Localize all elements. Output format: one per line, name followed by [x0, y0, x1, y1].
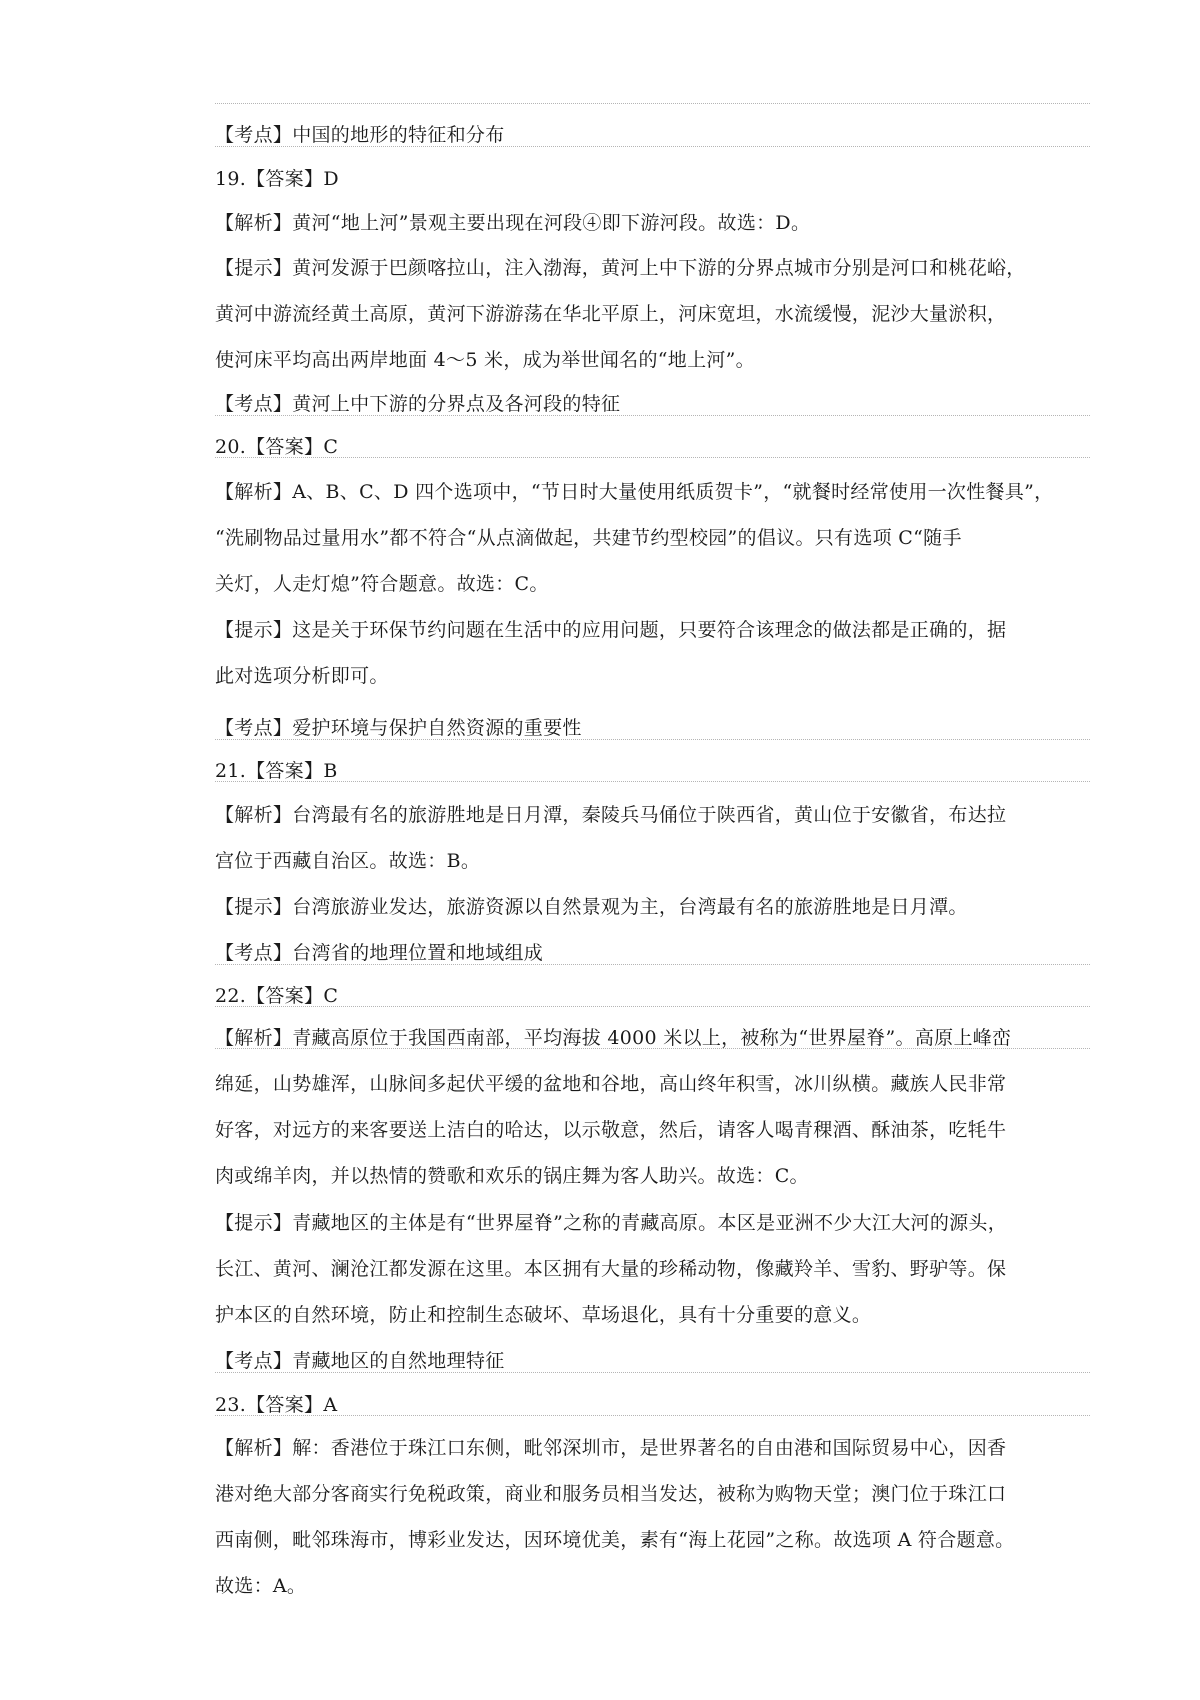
jiexi-line: 关灯，人走灯熄”符合题意。故选：C。	[215, 573, 549, 595]
answer-line: 21.【答案】B	[215, 760, 338, 782]
kaodian-line: 【考点】黄河上中下游的分界点及各河段的特征	[215, 393, 621, 415]
jiexi-line: 【解析】解：香港位于珠江口东侧，毗邻深圳市，是世界著名的自由港和国际贸易中心，因香	[215, 1437, 1007, 1459]
jiexi-line: “洗刷物品过量用水”都不符合“从点滴做起，共建节约型校园”的倡议。只有选项 C“随手	[215, 527, 962, 549]
tishi-line: 黄河中游流经黄土高原，黄河下游游荡在华北平原上，河床宽坦，水流缓慢，泥沙大量淤积，	[215, 303, 1007, 325]
jiexi-line: 【解析】台湾最有名的旅游胜地是日月潭，秦陵兵马俑位于陕西省，黄山位于安徽省，布达拉	[215, 804, 1007, 826]
jiexi-line: 好客，对远方的来客要送上洁白的哈达，以示敬意，然后，请客人喝青稞酒、酥油茶，吃牦牛	[215, 1119, 1007, 1141]
answer-line: 20.【答案】C	[215, 436, 339, 458]
tishi-line: 此对选项分析即可。	[215, 665, 389, 687]
jiexi-line: 【解析】A、B、C、D 四个选项中，“节日时大量使用纸质贺卡”，“就餐时经常使用一次性餐具”，	[215, 481, 1054, 503]
jiexi-line: 【解析】青藏高原位于我国西南部，平均海拔 4000 米以上，被称为“世界屋脊”。高原上峰峦	[215, 1027, 1012, 1049]
jiexi-line: 绵延，山势雄浑，山脉间多起伏平缓的盆地和谷地，高山终年积雪，冰川纵横。藏族人民非常	[215, 1073, 1007, 1095]
tishi-line: 使河床平均高出两岸地面 4～5 米，成为举世闻名的“地上河”。	[215, 349, 755, 371]
jiexi-line: 港对绝大部分客商实行免税政策，商业和服务员相当发达，被称为购物天堂；澳门位于珠江口	[215, 1483, 1007, 1505]
tishi-line: 【提示】台湾旅游业发达，旅游资源以自然景观为主，台湾最有名的旅游胜地是日月潭。	[215, 896, 968, 918]
kaodian-line: 【考点】中国的地形的特征和分布	[215, 124, 505, 146]
answer-line: 19.【答案】D	[215, 168, 339, 190]
tishi-line: 长江、黄河、澜沧江都发源在这里。本区拥有大量的珍稀动物，像藏羚羊、雪豹、野驴等。保	[215, 1258, 1007, 1280]
answer-line: 23.【答案】A	[215, 1394, 338, 1416]
jiexi-line: 故选：A。	[215, 1575, 307, 1597]
tishi-line: 【提示】这是关于环保节约问题在生活中的应用问题，只要符合该理念的做法都是正确的，据	[215, 619, 1007, 641]
jiexi-line: 宫位于西藏自治区。故选：B。	[215, 850, 481, 872]
tishi-line: 【提示】青藏地区的主体是有“世界屋脊”之称的青藏高原。本区是亚洲不少大江大河的源头，	[215, 1212, 1008, 1234]
tishi-line: 【提示】黄河发源于巴颜喀拉山，注入渤海，黄河上中下游的分界点城市分别是河口和桃花峪，	[215, 257, 1026, 279]
section-divider	[215, 103, 1090, 104]
kaodian-line: 【考点】台湾省的地理位置和地域组成	[215, 942, 544, 964]
answer-line: 22.【答案】C	[215, 985, 339, 1007]
tishi-line: 护本区的自然环境，防止和控制生态破坏、草场退化，具有十分重要的意义。	[215, 1304, 872, 1326]
jiexi-line: 肉或绵羊肉，并以热情的赞歌和欢乐的锅庄舞为客人助兴。故选：C。	[215, 1165, 809, 1187]
jiexi-line: 西南侧，毗邻珠海市，博彩业发达，因环境优美，素有“海上花园”之称。故选项 A 符合题意。	[215, 1529, 1015, 1551]
kaodian-line: 【考点】青藏地区的自然地理特征	[215, 1350, 505, 1372]
jiexi-line: 【解析】黄河“地上河”景观主要出现在河段④即下游河段。故选：D。	[215, 212, 811, 234]
kaodian-line: 【考点】爱护环境与保护自然资源的重要性	[215, 717, 582, 739]
